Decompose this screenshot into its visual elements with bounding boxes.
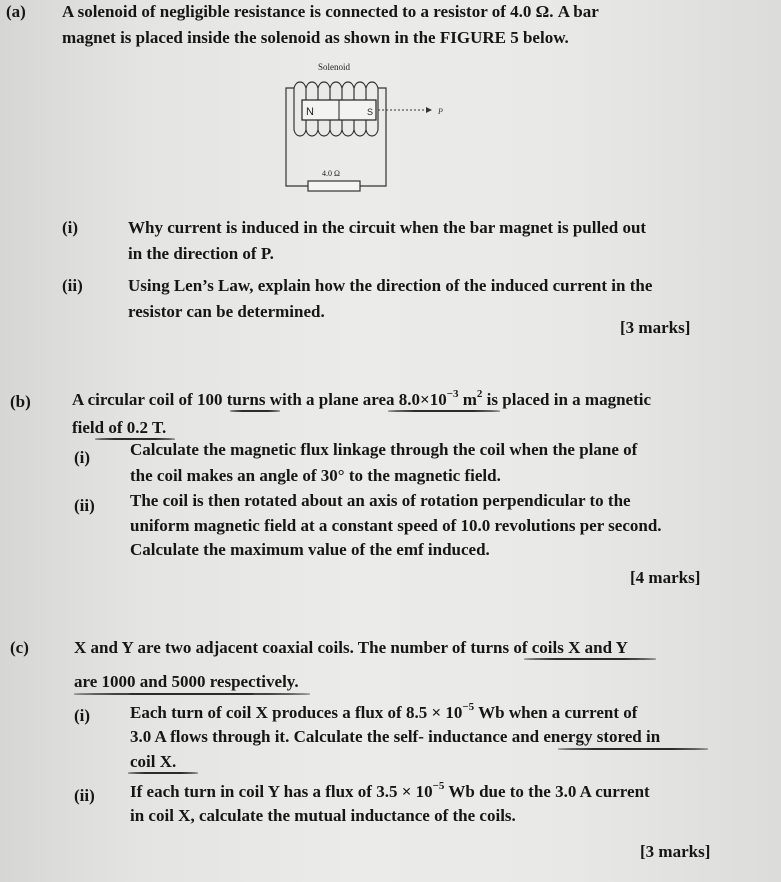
underline-respectively bbox=[74, 693, 310, 695]
part-b-intro-line1: A circular coil of 100 turns with a plane area $8.0\times 10^{-3}$ $m^2$ is placed in a magnetic bbox=[72, 388, 652, 409]
underline-100-turns bbox=[230, 410, 280, 412]
part-c-intro-line1: X and Y are two adjacent coaxial coils. The number of turns of coils X and Y bbox=[74, 638, 628, 657]
part-a-i-line2: in the direction of P. bbox=[128, 244, 274, 263]
part-b-marks: [4 marks] bbox=[630, 568, 701, 587]
part-c-i-label: (i) bbox=[74, 706, 91, 725]
resistor bbox=[308, 181, 360, 191]
part-b-intro-line2: field of 0.2 T. bbox=[72, 418, 167, 437]
part-b-ii-line3: Calculate the maximum value of the emf induced. bbox=[130, 540, 490, 559]
part-a-i-line1: Why current is induced in the circuit when the bar magnet is pulled out bbox=[128, 218, 647, 237]
part-c-marks: [3 marks] bbox=[640, 842, 711, 861]
figure-title: Solenoid bbox=[318, 62, 351, 72]
part-c-ii-label: (ii) bbox=[74, 786, 95, 805]
underline-coil-x bbox=[128, 772, 198, 774]
part-a-i-label: (i) bbox=[62, 218, 79, 237]
part-b-ii-line1: The coil is then rotated about an axis of rotation perpendicular to the bbox=[130, 491, 631, 510]
part-c-ii-line2: in coil X, calculate the mutual inductance of the coils. bbox=[130, 806, 516, 825]
part-a-ii-label: (ii) bbox=[62, 276, 83, 295]
part-c-intro-line2: are 1000 and 5000 respectively. bbox=[74, 672, 299, 691]
part-b-i-label: (i) bbox=[74, 448, 91, 467]
part-a-ii-line1: Using Len’s Law, explain how the direction of the induced current in the bbox=[128, 276, 653, 295]
part-b-ii-label: (ii) bbox=[74, 496, 95, 515]
part-c-i-line2: 3.0 A flows through it. Calculate the self- inductance and energy stored in bbox=[130, 727, 661, 746]
part-b-i-line2: the coil makes an angle of 30° to the magnetic field. bbox=[130, 466, 501, 485]
part-a-intro-line2: magnet is placed inside the solenoid as shown in the FIGURE 5 below. bbox=[62, 28, 569, 47]
part-b-i-line1: Calculate the magnetic flux linkage through the coil when the plane of bbox=[130, 440, 638, 459]
part-a-label: (a) bbox=[6, 2, 26, 21]
part-c-label: (c) bbox=[10, 638, 29, 657]
underline-area bbox=[388, 410, 500, 412]
part-b-label: (b) bbox=[10, 392, 31, 411]
magnet-s-pole: S bbox=[367, 107, 374, 117]
magnet-n-pole: N bbox=[306, 106, 314, 118]
arrow-label-p: P bbox=[438, 107, 443, 116]
part-a-ii-line2: resistor can be determined. bbox=[128, 302, 325, 321]
underline-energy bbox=[558, 748, 708, 750]
part-b-ii-line2: uniform magnetic field at a constant speed of 10.0 revolutions per second. bbox=[130, 516, 662, 535]
part-c-i-line1: Each turn of coil X produces a flux of $8.5 \times 10^{-5}$ Wb when a current of bbox=[130, 701, 638, 722]
part-c-i-line3: coil X. bbox=[130, 752, 177, 771]
resistor-label: 4.0 Ω bbox=[322, 169, 340, 178]
part-a-marks: [3 marks] bbox=[620, 318, 691, 337]
part-c-ii-line1: If each turn in coil Y has a flux of $3.5 \times 10^{-5}$ Wb due to the 3.0 A current bbox=[130, 780, 650, 801]
part-a-intro-line1: A solenoid of negligible resistance is connected to a resistor of 4.0 Ω. A bar bbox=[62, 2, 599, 21]
solenoid-figure bbox=[278, 58, 478, 198]
underline-coils bbox=[524, 658, 656, 660]
